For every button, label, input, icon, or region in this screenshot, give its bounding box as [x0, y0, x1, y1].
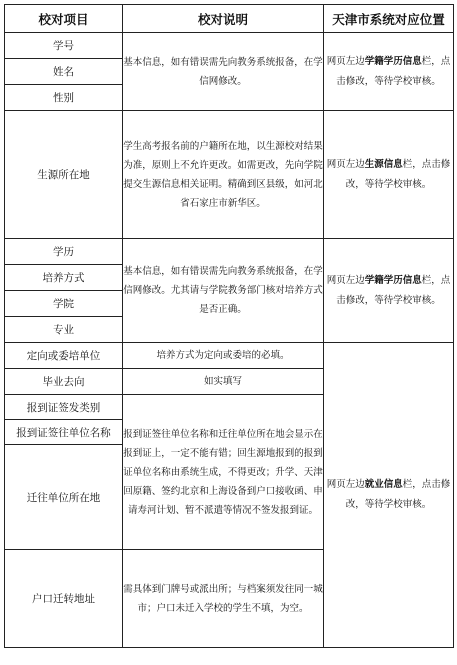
item-household-address: 户口迁转地址	[5, 550, 123, 648]
item-training-mode: 培养方式	[5, 265, 123, 291]
header-item: 校对项目	[5, 5, 123, 33]
desc-origin: 学生高考报名前的户籍所在地，以生源校对结果为准，原则上不允许更改。如需更改，先向学院提交生源信息相关证明。精确到区县级，如河北省石家庄市新华区。	[123, 111, 324, 239]
pos-shengyuan-pre: 网页左边	[326, 158, 365, 170]
table-row	[5, 343, 454, 369]
header-row	[5, 5, 454, 33]
desc-directed-unit: 培养方式为定向或委培的必填。	[123, 343, 324, 369]
item-report-category: 报到证签发类别	[5, 395, 123, 420]
desc-report-card: 报到证签往单位名称和迁往单位所在地会显示在报到证上，一定不能有错；回生源地报到的报到证单位名称由系统生成，不得更改；升学、天津回原籍、签约北京和上海设备到户口接收函、申请寿河计划、暂不派遣等情况不签发报到证。	[123, 395, 324, 550]
pos-xueli-post: 栏，点击修改，等待学校审核。	[336, 274, 451, 306]
desc-household-address: 需具体到门牌号或派出所；与档案须发往同一城市；户口未迁入学校的学生不填，为空。	[123, 550, 324, 648]
item-unit-location: 迁往单位所在地	[5, 445, 123, 550]
pos-xueli-key: 学籍学历信息	[364, 274, 422, 286]
item-report-unit-name: 报到证签往单位名称	[5, 420, 123, 445]
pos-shengyuan-post: 栏，点击修改，等待学校审核。	[345, 158, 451, 190]
table-row	[5, 239, 454, 265]
item-degree: 学历	[5, 239, 123, 265]
item-destination: 毕业去向	[5, 369, 123, 395]
header-tianjin-position: 天津市系统对应位置	[324, 5, 454, 33]
pos-xueji-pre: 网页左边	[326, 55, 365, 67]
pos-xueli-pre: 网页左边	[326, 274, 365, 286]
pos-xueli	[324, 239, 454, 343]
header-description: 校对说明	[123, 5, 324, 33]
desc-basic-info-2: 基本信息，如有错误需先向教务系统报备，在学信网修改。尤其请与学院教务部门核对培养方式是否正确。	[123, 239, 324, 343]
item-major: 专业	[5, 317, 123, 343]
table-row	[5, 33, 454, 59]
pos-xueji-post: 栏，点击修改，等待学校审核。	[336, 55, 451, 87]
pos-jiuye-post: 栏，点击修改，等待学校审核。	[345, 479, 451, 510]
pos-shengyuan	[324, 111, 454, 239]
pos-xueji	[324, 33, 454, 111]
item-name: 姓名	[5, 59, 123, 85]
item-gender: 性别	[5, 85, 123, 111]
item-origin: 生源所在地	[5, 111, 123, 239]
item-student-id: 学号	[5, 33, 123, 59]
desc-destination: 如实填写	[123, 369, 324, 395]
item-directed-unit: 定向或委培单位	[5, 343, 123, 369]
item-college: 学院	[5, 291, 123, 317]
pos-jiuye	[324, 343, 454, 648]
pos-jiuye-key: 就业信息	[364, 479, 403, 490]
verification-table	[4, 4, 454, 648]
desc-basic-info: 基本信息，如有错误需先向教务系统报备，在学信网修改。	[123, 33, 324, 111]
table-row	[5, 111, 454, 239]
pos-xueji-key: 学籍学历信息	[364, 55, 422, 67]
pos-shengyuan-key: 生源信息	[364, 158, 403, 170]
pos-jiuye-pre: 网页左边	[326, 479, 365, 490]
